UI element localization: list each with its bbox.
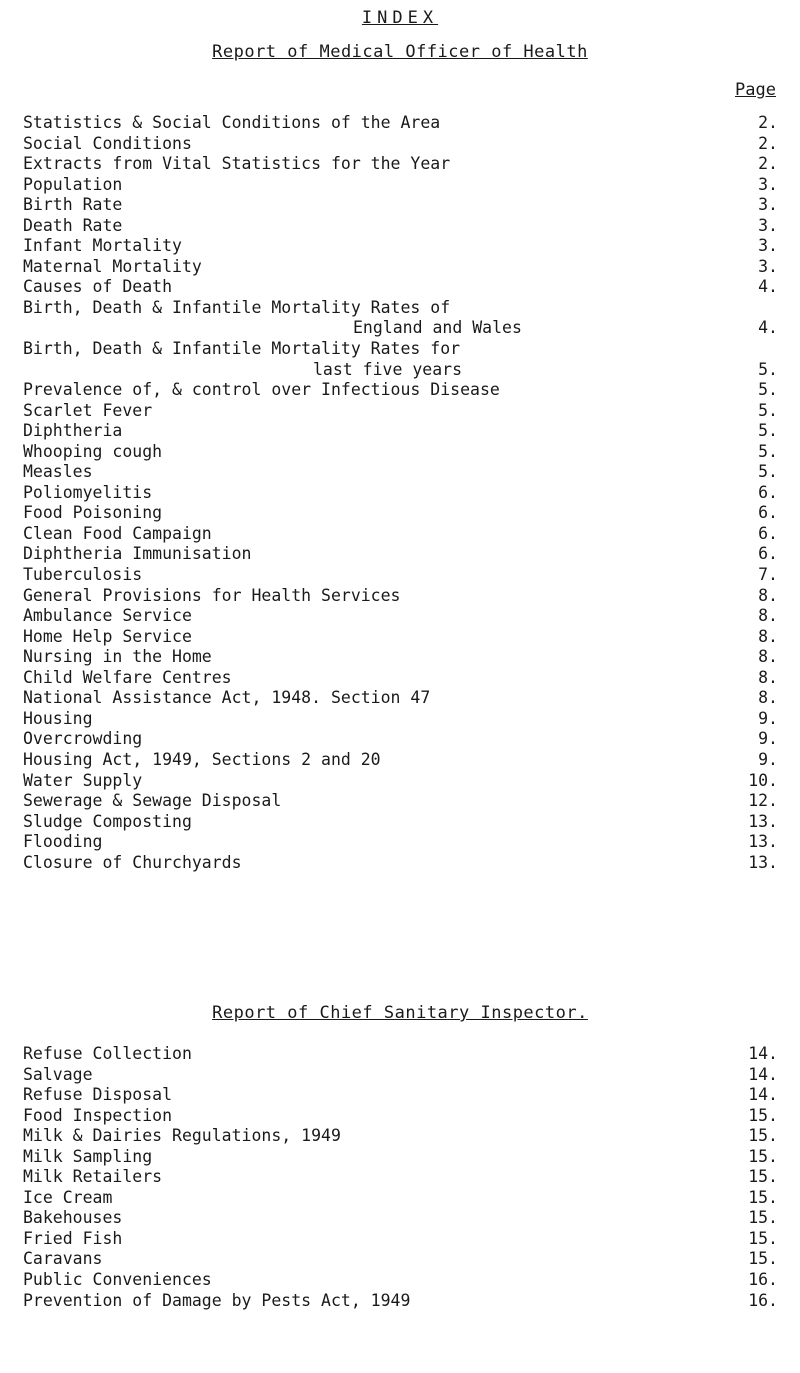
index-entry-label: Measles xyxy=(23,462,93,482)
index-entry-page-number: 9. xyxy=(758,708,778,728)
index-entry-page-number: 15. xyxy=(748,1249,778,1269)
index-entry-label: Food Poisoning xyxy=(23,503,163,523)
index-entry-page-number: 16. xyxy=(748,1290,778,1310)
index-entry xyxy=(23,483,778,504)
index-entry-label: Food Inspection xyxy=(23,1105,173,1125)
index-entry xyxy=(23,647,778,668)
index-entry xyxy=(23,812,778,833)
index-entry-label: Whooping cough xyxy=(23,441,163,461)
index-entry xyxy=(23,216,778,237)
index-entry xyxy=(23,586,778,607)
index-entry-page-number: 15. xyxy=(748,1146,778,1166)
index-entry-label: Nursing in the Home xyxy=(23,647,212,667)
index-entry xyxy=(23,853,778,874)
index-entry-label: Death Rate xyxy=(23,215,123,235)
index-entry-page-number: 15. xyxy=(748,1187,778,1207)
index-entry-page-number: 2. xyxy=(758,154,778,174)
index-entry-label: National Assistance Act, 1948. Section 47 xyxy=(23,688,431,708)
index-entry xyxy=(23,442,778,463)
index-entry-page-number: 6. xyxy=(758,523,778,543)
index-entry xyxy=(23,1229,778,1250)
index-entry-label: Milk Retailers xyxy=(23,1167,163,1187)
index-entry xyxy=(23,113,778,134)
index-entry-label: Fried Fish xyxy=(23,1228,123,1248)
index-entry-label: Prevalence of, & control over Infectious Disease xyxy=(23,380,500,400)
index-entry-label: Birth, Death & Infantile Mortality Rates for xyxy=(23,339,461,359)
index-entry-label: Refuse Disposal xyxy=(23,1085,173,1105)
index-entry xyxy=(23,627,778,648)
index-entry xyxy=(23,462,778,483)
index-entry-page-number: 5. xyxy=(758,400,778,420)
index-entry xyxy=(23,1085,778,1106)
index-entry-page-number: 3. xyxy=(758,215,778,235)
index-entry-page-number: 14. xyxy=(748,1044,778,1063)
index-entry-label: Maternal Mortality xyxy=(23,256,202,276)
index-entry-page-number: 9. xyxy=(758,729,778,749)
index-entry-page-number: 9. xyxy=(758,749,778,769)
index-entry xyxy=(23,524,778,545)
index-entry-label: Milk Sampling xyxy=(23,1146,153,1166)
index-entry-page-number: 15. xyxy=(748,1105,778,1125)
index-entry xyxy=(23,175,778,196)
index-entry xyxy=(23,750,778,771)
index-entry-page-number: 8. xyxy=(758,647,778,667)
index-entry xyxy=(23,1167,778,1188)
index-entry xyxy=(23,544,778,565)
index-entry xyxy=(23,1270,778,1291)
index-entry xyxy=(23,380,778,401)
index-entry-page-number: 5. xyxy=(758,441,778,461)
index-entry-label: Refuse Collection xyxy=(23,1044,192,1063)
index-entry xyxy=(23,606,778,627)
index-entry-page-number: 16. xyxy=(748,1270,778,1290)
index-entry-label: Birth Rate xyxy=(23,195,123,215)
index-entry-page-number: 15. xyxy=(748,1167,778,1187)
index-entry xyxy=(23,195,778,216)
index-entry-label: Flooding xyxy=(23,832,103,852)
index-entry-label: Tuberculosis xyxy=(23,565,143,585)
index-entry-label: Sewerage & Sewage Disposal xyxy=(23,791,282,811)
index-entry-page-number: 3. xyxy=(758,236,778,256)
index-entry-page-number: 13. xyxy=(748,832,778,852)
index-entry xyxy=(23,1044,778,1065)
index-entry-page-number: 8. xyxy=(758,688,778,708)
index-entry xyxy=(23,565,778,586)
index-entry xyxy=(23,154,778,175)
index-entry xyxy=(23,236,778,257)
index-entry xyxy=(23,709,778,730)
index-entry-label: Scarlet Fever xyxy=(23,400,153,420)
index-entry-label: Salvage xyxy=(23,1064,93,1084)
index-entry-label: last five years xyxy=(313,359,463,379)
index-entry-label: Infant Mortality xyxy=(23,236,182,256)
index-entry-page-number: 3. xyxy=(758,256,778,276)
index-entry xyxy=(23,1065,778,1086)
index-entry xyxy=(23,421,778,442)
index-entry-label: Population xyxy=(23,174,123,194)
index-entry-label: Caravans xyxy=(23,1249,103,1269)
index-entry-label: Public Conveniences xyxy=(23,1270,212,1290)
index-entry-page-number: 5. xyxy=(758,421,778,441)
index-entry-label: Clean Food Campaign xyxy=(23,523,212,543)
index-entry-label: Poliomyelitis xyxy=(23,482,153,502)
index-entry xyxy=(23,134,778,155)
index-entry-page-number: 15. xyxy=(748,1228,778,1248)
index-entry-page-number: 4. xyxy=(758,277,778,297)
page-column-heading: Page xyxy=(735,80,776,100)
index-entry-label: Diphtheria xyxy=(23,421,123,441)
index-entry-label: General Provisions for Health Services xyxy=(23,585,401,605)
index-entry-page-number: 8. xyxy=(758,585,778,605)
index-entry xyxy=(23,1147,778,1168)
index-entry-page-number: 14. xyxy=(748,1085,778,1105)
index-entry-label: Diphtheria Immunisation xyxy=(23,544,252,564)
index-entry xyxy=(23,791,778,812)
index-entry-label: Water Supply xyxy=(23,770,143,790)
index-entry-label: Statistics & Social Conditions of the Area xyxy=(23,113,441,132)
index-entry xyxy=(23,1106,778,1127)
section-heading-medical-officer: Report of Medical Officer of Health xyxy=(212,42,588,62)
index-entry xyxy=(23,1249,778,1270)
index-entry xyxy=(23,503,778,524)
index-entry xyxy=(23,360,778,381)
index-entry-page-number: 10. xyxy=(748,770,778,790)
index-list-medical-officer xyxy=(23,113,778,873)
index-entry-page-number: 7. xyxy=(758,565,778,585)
index-entry-page-number: 14. xyxy=(748,1064,778,1084)
index-entry-label: Ice Cream xyxy=(23,1187,113,1207)
index-entry-label: Overcrowding xyxy=(23,729,143,749)
section-heading-sanitary-inspector: Report of Chief Sanitary Inspector. xyxy=(212,1003,588,1023)
index-entry xyxy=(23,339,778,360)
index-entry-page-number: 15. xyxy=(748,1208,778,1228)
index-entry-label: Housing Act, 1949, Sections 2 and 20 xyxy=(23,749,381,769)
index-entry-label: Child Welfare Centres xyxy=(23,667,232,687)
index-entry-page-number: 6. xyxy=(758,503,778,523)
index-entry-page-number: 8. xyxy=(758,606,778,626)
index-entry xyxy=(23,832,778,853)
index-entry-page-number: 2. xyxy=(758,113,778,132)
index-entry xyxy=(23,1126,778,1147)
index-entry-page-number: 13. xyxy=(748,852,778,872)
index-entry-label: Ambulance Service xyxy=(23,606,192,626)
index-entry-page-number: 15. xyxy=(748,1126,778,1146)
index-entry xyxy=(23,318,778,339)
index-entry xyxy=(23,729,778,750)
index-entry-page-number: 5. xyxy=(758,359,778,379)
index-entry-label: Milk & Dairies Regulations, 1949 xyxy=(23,1126,341,1146)
index-entry-label: Birth, Death & Infantile Mortality Rates of xyxy=(23,297,451,317)
index-entry-label: Causes of Death xyxy=(23,277,173,297)
index-entry xyxy=(23,771,778,792)
index-entry-label: England and Wales xyxy=(353,318,522,338)
index-entry-page-number: 4. xyxy=(758,318,778,338)
index-entry xyxy=(23,1291,778,1312)
index-entry-label: Closure of Churchyards xyxy=(23,852,242,872)
index-entry-page-number: 5. xyxy=(758,462,778,482)
index-entry-page-number: 8. xyxy=(758,626,778,646)
page-title: INDEX xyxy=(361,8,439,28)
index-entry xyxy=(23,668,778,689)
index-entry xyxy=(23,401,778,422)
index-entry-page-number: 13. xyxy=(748,811,778,831)
index-entry-label: Extracts from Vital Statistics for the Year xyxy=(23,154,451,174)
index-entry-page-number: 6. xyxy=(758,544,778,564)
index-entry-page-number: 8. xyxy=(758,667,778,687)
index-entry-label: Prevention of Damage by Pests Act, 1949 xyxy=(23,1290,411,1310)
index-entry-page-number: 5. xyxy=(758,380,778,400)
index-entry-page-number: 2. xyxy=(758,133,778,153)
index-entry-page-number: 6. xyxy=(758,482,778,502)
index-entry-page-number: 3. xyxy=(758,174,778,194)
index-entry xyxy=(23,257,778,278)
index-list-sanitary-inspector xyxy=(23,1044,778,1311)
index-entry-page-number: 12. xyxy=(748,791,778,811)
index-entry-label: Home Help Service xyxy=(23,626,192,646)
index-entry-label: Social Conditions xyxy=(23,133,192,153)
index-entry xyxy=(23,277,778,298)
index-entry xyxy=(23,1188,778,1209)
index-entry xyxy=(23,298,778,319)
index-entry xyxy=(23,688,778,709)
index-entry-label: Sludge Composting xyxy=(23,811,192,831)
index-entry-label: Housing xyxy=(23,708,93,728)
index-entry-page-number: 3. xyxy=(758,195,778,215)
index-entry-label: Bakehouses xyxy=(23,1208,123,1228)
index-entry xyxy=(23,1208,778,1229)
